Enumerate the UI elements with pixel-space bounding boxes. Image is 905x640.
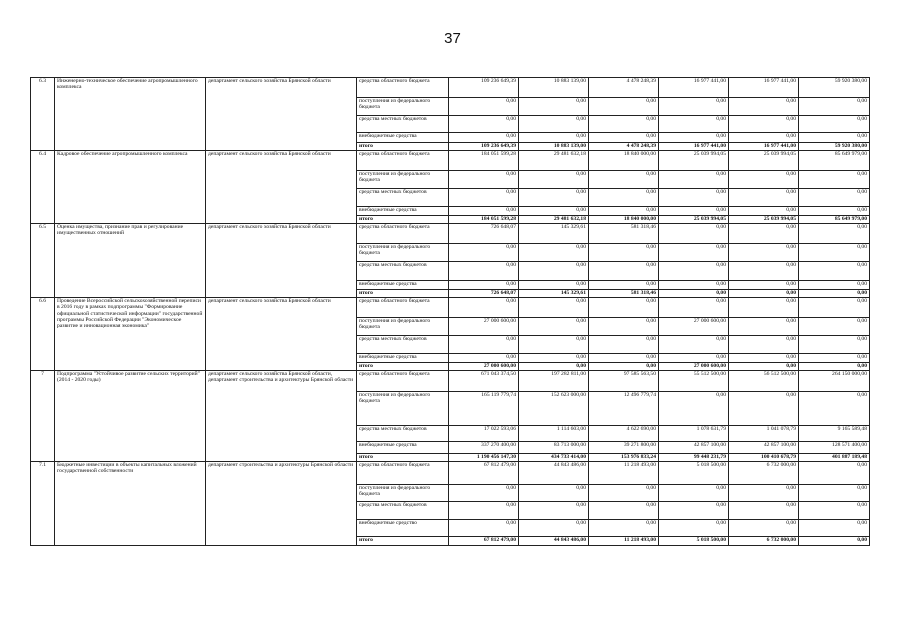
amount-cell: 0,00	[729, 98, 799, 116]
amount-cell: 0,00	[449, 520, 519, 537]
amount-cell: 0,00	[519, 207, 589, 216]
amount-cell: 0,00	[449, 281, 519, 290]
amount-cell: 29 481 632,18	[519, 151, 589, 171]
amount-cell: 401 887 189,48	[799, 454, 870, 462]
amount-cell: 581 318,46	[589, 290, 659, 298]
amount-cell: 85 649 979,00	[799, 151, 870, 171]
table-row	[31, 371, 870, 392]
amount-cell: 18 840 000,00	[589, 151, 659, 171]
amount-cell: 0,00	[799, 537, 870, 546]
amount-cell: 97 585 563,50	[589, 371, 659, 392]
amount-cell: 0,00	[519, 298, 589, 318]
amount-cell: 67 812 479,00	[449, 537, 519, 546]
amount-cell: 16 977 441,00	[729, 143, 799, 151]
funding-source: средства местных бюджетов	[357, 426, 449, 442]
table-row	[31, 78, 870, 98]
funding-source: поступления из федерального бюджета	[357, 318, 449, 336]
funding-source: внебюджетные средства	[357, 442, 449, 454]
amount-cell: 0,00	[589, 354, 659, 363]
amount-cell: 0,00	[799, 392, 870, 426]
amount-cell: 0,00	[659, 244, 729, 262]
section-executor: департамент строительства и архитектуры Брянской области	[206, 462, 357, 546]
amount-cell: 25 039 994,05	[729, 216, 799, 224]
amount-cell: 0,00	[519, 485, 589, 502]
amount-cell: 83 713 000,00	[519, 442, 589, 454]
amount-cell: 145 329,61	[519, 290, 589, 298]
amount-cell: 109 236 649,39	[449, 143, 519, 151]
funding-source: средства областного бюджета	[357, 298, 449, 318]
funding-source: внебюджетные средство	[357, 520, 449, 537]
section-name: Оценка имущества, признание прав и регулирование имущественных отношений	[55, 224, 206, 298]
section-executor: департамент сельского хозяйства Брянской области	[206, 298, 357, 371]
amount-cell: 165 119 779,74	[449, 392, 519, 426]
amount-cell: 9 165 589,48	[799, 426, 870, 442]
amount-cell: 0,00	[589, 207, 659, 216]
section-name: Проведение Всероссийской сельскохозяйственной переписи в 2016 году в рамках подпрограммы "Формирование официальной статистической информации" государственной программы Российской Федерации "Экономическое развитие и инновационная экономика"	[55, 298, 206, 371]
funding-source: итого	[357, 143, 449, 151]
section-number: 6.4	[31, 151, 55, 224]
amount-cell: 145 329,61	[519, 224, 589, 244]
budget-table	[30, 77, 870, 546]
amount-cell: 0,00	[449, 171, 519, 189]
funding-source: поступления из федерального бюджета	[357, 171, 449, 189]
amount-cell: 0,00	[729, 171, 799, 189]
amount-cell: 109 236 649,39	[449, 78, 519, 98]
amount-cell: 184 051 599,28	[449, 151, 519, 171]
amount-cell: 0,00	[799, 116, 870, 133]
page-number: 37	[444, 30, 461, 47]
section-name: Кадровое обеспечение агропромышленного комплекса	[55, 151, 206, 224]
funding-source: средства областного бюджета	[357, 462, 449, 485]
funding-source: поступления из федерального бюджета	[357, 98, 449, 116]
amount-cell: 0,00	[449, 189, 519, 207]
amount-cell: 100 410 678,79	[729, 454, 799, 462]
amount-cell: 4 478 248,39	[589, 143, 659, 151]
amount-cell: 0,00	[589, 116, 659, 133]
amount-cell: 128 571 400,00	[799, 442, 870, 454]
amount-cell: 0,00	[449, 207, 519, 216]
amount-cell: 0,00	[449, 354, 519, 363]
amount-cell: 5 018 500,00	[659, 537, 729, 546]
amount-cell: 42 857 100,00	[659, 442, 729, 454]
amount-cell: 0,00	[729, 262, 799, 281]
amount-cell: 27 000 600,00	[449, 318, 519, 336]
section-name: Инженерно-техническое обеспечение агропромышленного комплекса	[55, 78, 206, 151]
amount-cell: 0,00	[799, 318, 870, 336]
table-row	[31, 462, 870, 485]
amount-cell: 16 977 441,00	[659, 78, 729, 98]
amount-cell: 0,00	[659, 354, 729, 363]
amount-cell: 0,00	[519, 318, 589, 336]
funding-source: средства областного бюджета	[357, 151, 449, 171]
funding-source: внебюджетные средства	[357, 281, 449, 290]
amount-cell: 0,00	[799, 207, 870, 216]
amount-cell: 726 648,07	[449, 290, 519, 298]
amount-cell: 0,00	[449, 298, 519, 318]
amount-cell: 1 078 631,79	[659, 426, 729, 442]
table-row	[31, 298, 870, 318]
funding-source: внебюджетные средства	[357, 207, 449, 216]
table-row	[31, 151, 870, 171]
amount-cell: 6 732 000,00	[729, 537, 799, 546]
amount-cell: 0,00	[799, 298, 870, 318]
amount-cell: 0,00	[449, 336, 519, 354]
section-number: 7	[31, 371, 55, 462]
amount-cell: 264 150 000,00	[799, 371, 870, 392]
amount-cell: 17 022 593,06	[449, 426, 519, 442]
amount-cell: 0,00	[589, 318, 659, 336]
amount-cell: 0,00	[519, 189, 589, 207]
amount-cell: 4 478 248,39	[589, 78, 659, 98]
amount-cell: 0,00	[589, 171, 659, 189]
amount-cell: 0,00	[729, 298, 799, 318]
amount-cell: 0,00	[659, 520, 729, 537]
amount-cell: 0,00	[589, 133, 659, 143]
amount-cell: 16 977 441,00	[729, 78, 799, 98]
amount-cell: 0,00	[799, 98, 870, 116]
funding-source: итого	[357, 454, 449, 462]
amount-cell: 0,00	[449, 133, 519, 143]
amount-cell: 44 843 486,00	[519, 462, 589, 485]
amount-cell: 0,00	[799, 224, 870, 244]
amount-cell: 10 883 139,00	[519, 78, 589, 98]
amount-cell: 25 039 994,05	[659, 216, 729, 224]
amount-cell: 0,00	[519, 354, 589, 363]
funding-source: итого	[357, 363, 449, 371]
funding-source: итого	[357, 537, 449, 546]
amount-cell: 0,00	[659, 298, 729, 318]
amount-cell: 1 041 078,79	[729, 426, 799, 442]
amount-cell: 6 732 000,00	[729, 462, 799, 485]
amount-cell: 27 000 600,00	[449, 363, 519, 371]
amount-cell: 0,00	[729, 354, 799, 363]
amount-cell: 0,00	[729, 133, 799, 143]
funding-source: средства местных бюджетов	[357, 262, 449, 281]
amount-cell: 0,00	[519, 171, 589, 189]
amount-cell: 11 218 493,00	[589, 462, 659, 485]
amount-cell: 0,00	[729, 281, 799, 290]
amount-cell: 0,00	[799, 133, 870, 143]
section-number: 6.5	[31, 224, 55, 298]
funding-source: поступления из федерального бюджета	[357, 392, 449, 426]
amount-cell: 0,00	[799, 520, 870, 537]
amount-cell: 5 018 500,00	[659, 462, 729, 485]
amount-cell: 0,00	[589, 189, 659, 207]
funding-source: средства областного бюджета	[357, 224, 449, 244]
amount-cell: 12 496 779,74	[589, 392, 659, 426]
amount-cell: 0,00	[589, 98, 659, 116]
section-number: 7.1	[31, 462, 55, 546]
funding-source: средства местных бюджетов	[357, 502, 449, 520]
amount-cell: 0,00	[659, 189, 729, 207]
amount-cell: 0,00	[799, 290, 870, 298]
amount-cell: 0,00	[659, 485, 729, 502]
amount-cell: 0,00	[799, 354, 870, 363]
amount-cell: 99 448 231,79	[659, 454, 729, 462]
amount-cell: 27 000 600,00	[659, 318, 729, 336]
amount-cell: 0,00	[449, 485, 519, 502]
amount-cell: 56 512 500,00	[729, 371, 799, 392]
amount-cell: 0,00	[449, 244, 519, 262]
amount-cell: 0,00	[729, 392, 799, 426]
amount-cell: 0,00	[519, 363, 589, 371]
amount-cell: 1 114 603,00	[519, 426, 589, 442]
amount-cell: 0,00	[729, 189, 799, 207]
amount-cell: 0,00	[659, 281, 729, 290]
amount-cell: 0,00	[729, 485, 799, 502]
amount-cell: 0,00	[659, 133, 729, 143]
section-name: Бюджетные инвестиции в объекты капитальных вложений государственной собственности	[55, 462, 206, 546]
amount-cell: 0,00	[799, 363, 870, 371]
amount-cell: 0,00	[799, 336, 870, 354]
amount-cell: 11 218 493,00	[589, 537, 659, 546]
amount-cell: 0,00	[519, 336, 589, 354]
amount-cell: 42 857 100,00	[729, 442, 799, 454]
funding-source: итого	[357, 216, 449, 224]
amount-cell: 0,00	[659, 290, 729, 298]
amount-cell: 0,00	[659, 502, 729, 520]
amount-cell: 0,00	[799, 485, 870, 502]
table-row	[31, 224, 870, 244]
amount-cell: 0,00	[589, 336, 659, 354]
amount-cell: 0,00	[519, 98, 589, 116]
amount-cell: 152 623 000,00	[519, 392, 589, 426]
amount-cell: 0,00	[589, 520, 659, 537]
amount-cell: 0,00	[659, 224, 729, 244]
funding-source: средства местных бюджетов	[357, 189, 449, 207]
amount-cell: 44 843 486,00	[519, 537, 589, 546]
amount-cell: 0,00	[449, 98, 519, 116]
amount-cell: 0,00	[519, 502, 589, 520]
amount-cell: 85 649 979,00	[799, 216, 870, 224]
funding-source: поступления из федерального бюджета	[357, 244, 449, 262]
amount-cell: 434 733 414,00	[519, 454, 589, 462]
amount-cell: 0,00	[729, 336, 799, 354]
amount-cell: 0,00	[659, 336, 729, 354]
funding-source: поступления из федерального бюджета	[357, 485, 449, 502]
amount-cell: 10 883 139,00	[519, 143, 589, 151]
amount-cell: 671 043 374,50	[449, 371, 519, 392]
amount-cell: 581 318,46	[589, 224, 659, 244]
amount-cell: 0,00	[589, 281, 659, 290]
amount-cell: 0,00	[799, 462, 870, 485]
amount-cell: 0,00	[519, 262, 589, 281]
amount-cell: 0,00	[659, 171, 729, 189]
amount-cell: 0,00	[659, 392, 729, 426]
amount-cell: 0,00	[729, 318, 799, 336]
amount-cell: 1 190 456 147,30	[449, 454, 519, 462]
amount-cell: 67 812 479,00	[449, 462, 519, 485]
amount-cell: 0,00	[589, 485, 659, 502]
amount-cell: 0,00	[519, 244, 589, 262]
section-name: Подпрограмма "Устойчивое развитие сельских территорий" (2014 - 2020 годы)	[55, 371, 206, 462]
amount-cell: 4 622 690,00	[589, 426, 659, 442]
amount-cell: 0,00	[799, 189, 870, 207]
section-executor: департамент сельского хозяйства Брянской области	[206, 78, 357, 151]
amount-cell: 0,00	[659, 116, 729, 133]
amount-cell: 0,00	[799, 244, 870, 262]
amount-cell: 0,00	[729, 363, 799, 371]
amount-cell: 0,00	[799, 281, 870, 290]
amount-cell: 0,00	[589, 244, 659, 262]
amount-cell: 29 481 632,18	[519, 216, 589, 224]
funding-source: итого	[357, 290, 449, 298]
amount-cell: 0,00	[729, 116, 799, 133]
amount-cell: 0,00	[799, 171, 870, 189]
funding-source: средства областного бюджета	[357, 78, 449, 98]
amount-cell: 0,00	[659, 262, 729, 281]
amount-cell: 25 039 994,05	[659, 151, 729, 171]
amount-cell: 0,00	[729, 224, 799, 244]
amount-cell: 0,00	[729, 244, 799, 262]
amount-cell: 726 648,07	[449, 224, 519, 244]
section-executor: департамент сельского хозяйства Брянской области	[206, 224, 357, 298]
amount-cell: 184 051 599,28	[449, 216, 519, 224]
amount-cell: 59 920 380,00	[799, 143, 870, 151]
amount-cell: 0,00	[449, 502, 519, 520]
amount-cell: 25 039 994,05	[729, 151, 799, 171]
amount-cell: 0,00	[589, 262, 659, 281]
amount-cell: 197 282 811,00	[519, 371, 589, 392]
amount-cell: 0,00	[589, 502, 659, 520]
amount-cell: 0,00	[729, 520, 799, 537]
amount-cell: 18 840 000,00	[589, 216, 659, 224]
funding-source: средства местных бюджетов	[357, 116, 449, 133]
funding-source: внебюджетные средства	[357, 133, 449, 143]
section-number: 6.3	[31, 78, 55, 151]
amount-cell: 0,00	[729, 290, 799, 298]
amount-cell: 0,00	[589, 363, 659, 371]
amount-cell: 16 977 441,00	[659, 143, 729, 151]
amount-cell: 0,00	[519, 133, 589, 143]
funding-source: средства местных бюджетов	[357, 336, 449, 354]
amount-cell: 55 512 500,00	[659, 371, 729, 392]
funding-source: внебюджетные средства	[357, 354, 449, 363]
amount-cell: 0,00	[729, 207, 799, 216]
amount-cell: 0,00	[799, 502, 870, 520]
amount-cell: 337 270 400,00	[449, 442, 519, 454]
amount-cell: 0,00	[449, 116, 519, 133]
amount-cell: 27 000 600,00	[659, 363, 729, 371]
amount-cell: 0,00	[519, 116, 589, 133]
amount-cell: 0,00	[659, 207, 729, 216]
amount-cell: 0,00	[519, 520, 589, 537]
section-executor: департамент сельского хозяйства Брянской области	[206, 151, 357, 224]
amount-cell: 153 976 833,24	[589, 454, 659, 462]
amount-cell: 0,00	[729, 502, 799, 520]
amount-cell: 0,00	[519, 281, 589, 290]
funding-source: средства областного бюджета	[357, 371, 449, 392]
section-executor: департамент сельского хозяйства Брянской области, департамент строительства и архитектуры Брянской области	[206, 371, 357, 462]
section-number: 6.6	[31, 298, 55, 371]
amount-cell: 39 271 800,00	[589, 442, 659, 454]
amount-cell: 0,00	[589, 298, 659, 318]
amount-cell: 59 920 380,00	[799, 78, 870, 98]
amount-cell: 0,00	[659, 98, 729, 116]
amount-cell: 0,00	[449, 262, 519, 281]
amount-cell: 0,00	[799, 262, 870, 281]
